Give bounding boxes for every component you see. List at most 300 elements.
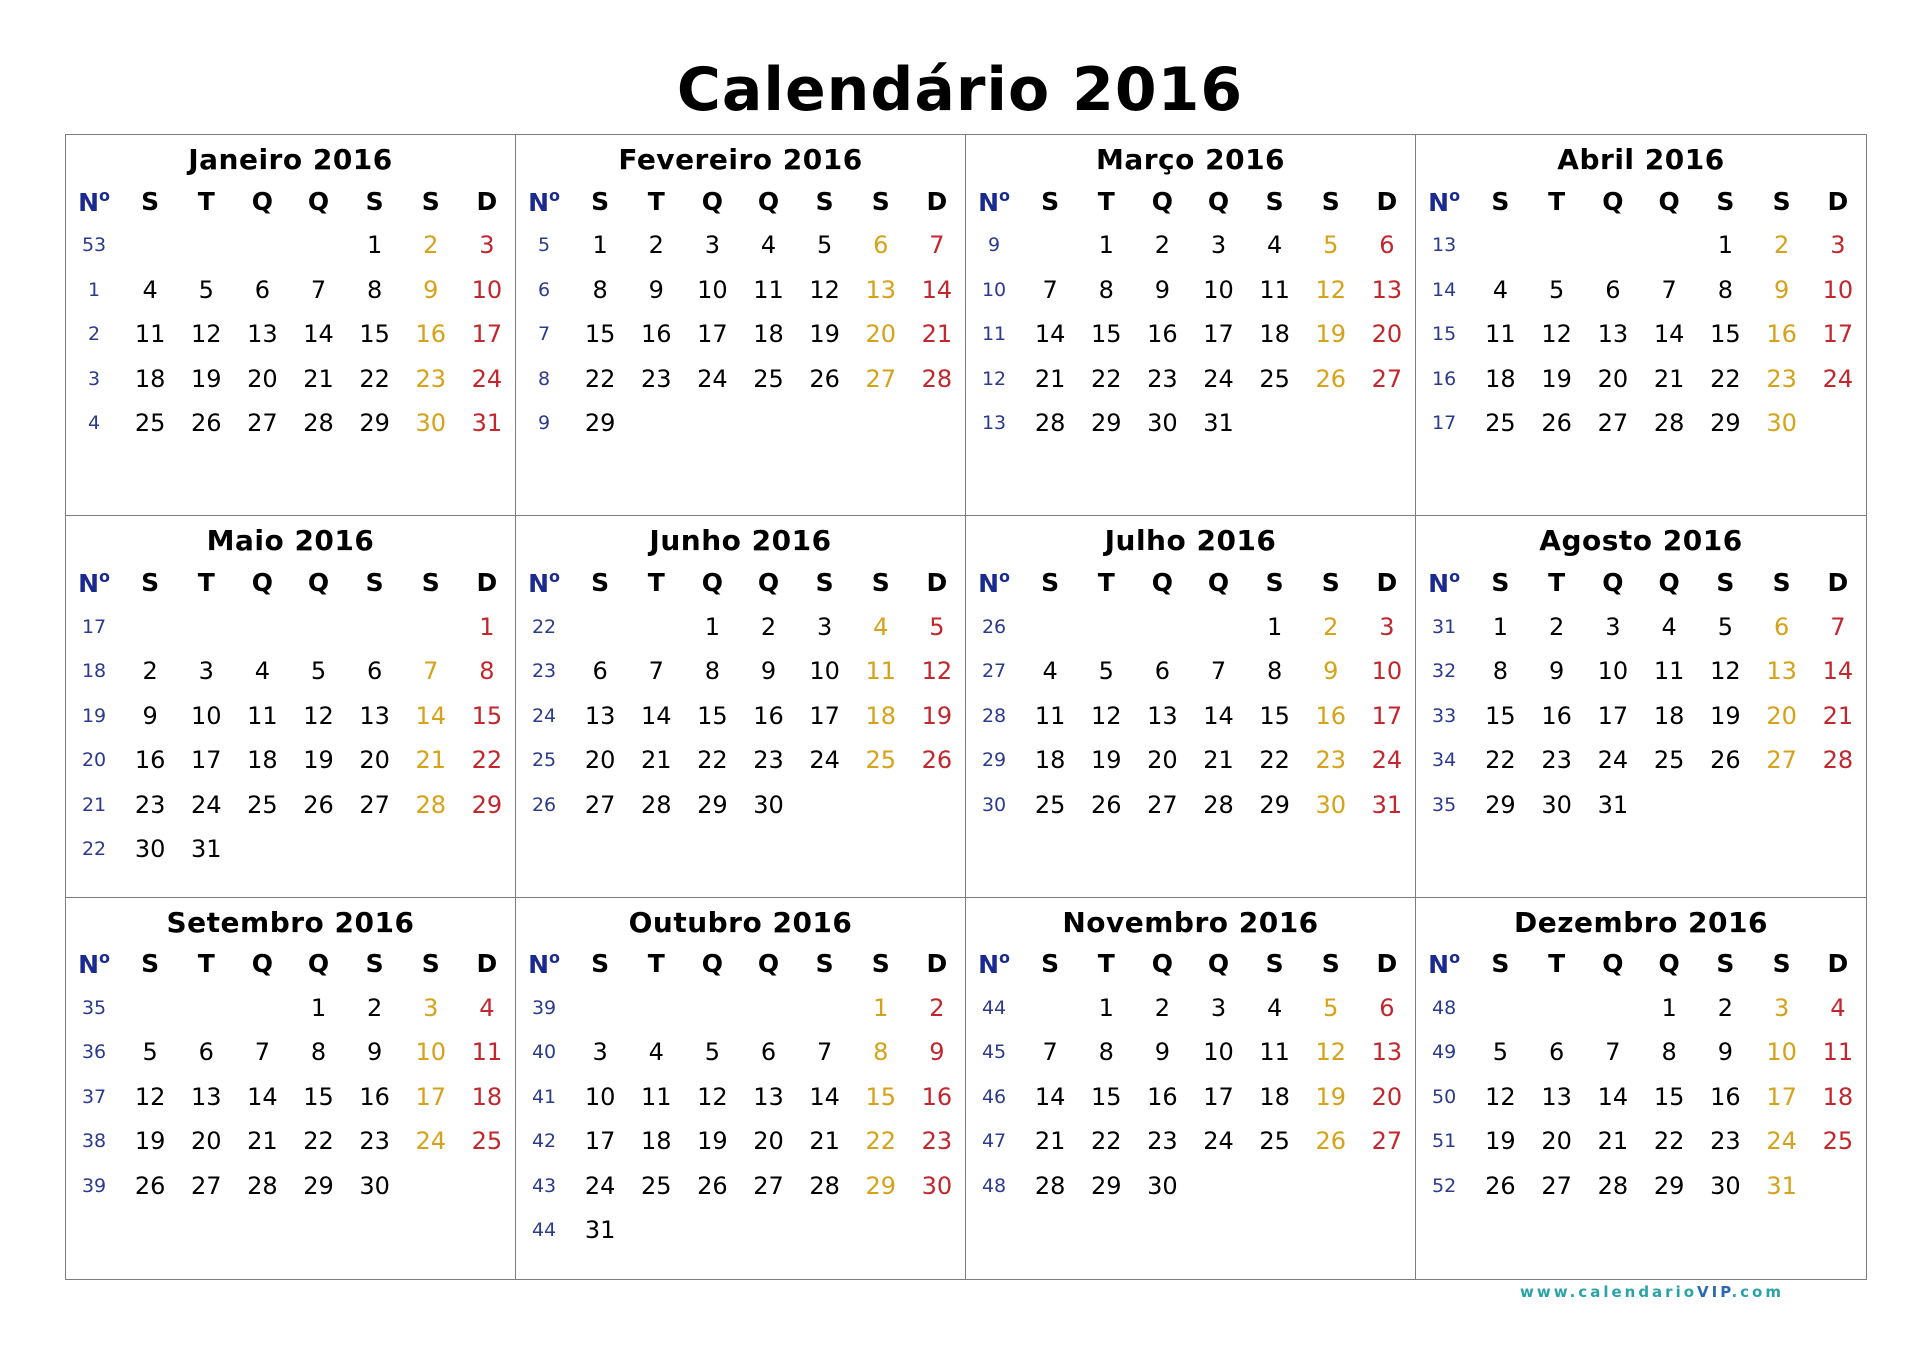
- day-cell: 17: [415, 1082, 447, 1111]
- week-row: [966, 986, 1415, 1031]
- day-cell: 20: [359, 746, 390, 775]
- day-cell: 6: [1379, 993, 1395, 1022]
- day-cell: 2: [367, 993, 383, 1022]
- weekday-header: S: [591, 186, 610, 216]
- day-cell: 15: [1653, 1082, 1685, 1111]
- day-cell: 22: [1091, 364, 1122, 393]
- day-cell: 24: [1766, 1127, 1797, 1156]
- week-number-header-label: N: [1428, 950, 1450, 980]
- month-title: Fevereiro 2016: [618, 143, 863, 176]
- month-title: Julho 2016: [1104, 524, 1277, 558]
- day-cell: 27: [1147, 790, 1178, 819]
- weekday-header: Q: [307, 949, 330, 979]
- day-cell: 14: [415, 701, 447, 730]
- weekday-header-row: [1416, 942, 1866, 986]
- day-cell: 20: [1597, 364, 1629, 393]
- day-cell: 18: [134, 364, 166, 393]
- day-cell: 1: [1267, 612, 1283, 641]
- day-cell: [909, 401, 965, 446]
- weekday-header: D: [1827, 949, 1849, 979]
- day-cell: 9: [1717, 1038, 1734, 1067]
- day-cell: 11: [865, 657, 897, 686]
- month-title: Outubro 2016: [628, 905, 853, 939]
- month-block: [66, 135, 516, 516]
- day-cell: 1: [1098, 231, 1114, 260]
- day-cell: [1303, 1164, 1359, 1209]
- day-cell: [909, 782, 965, 827]
- day-cell: 22: [1710, 364, 1741, 393]
- day-cell: [1022, 604, 1078, 649]
- day-cell: 17: [1371, 701, 1403, 730]
- day-cell: 23: [1147, 364, 1178, 393]
- day-cell: 23: [641, 364, 672, 393]
- day-cell: 7: [1661, 275, 1677, 304]
- weekday-header-row: [516, 179, 965, 223]
- day-cell: 31: [471, 409, 503, 438]
- day-cell: 21: [1034, 364, 1066, 393]
- weekday-header: S: [1041, 949, 1060, 979]
- day-cell: 17: [697, 320, 728, 349]
- day-cell: [1810, 1164, 1866, 1209]
- day-cell: 4: [1042, 657, 1058, 686]
- day-cell: 1: [367, 231, 383, 260]
- day-cell: 29: [1091, 1171, 1122, 1200]
- day-cell: 9: [1154, 1038, 1171, 1067]
- weekday-header: Q: [251, 186, 274, 216]
- month-title: Agosto 2016: [1539, 524, 1743, 558]
- day-cell: 3: [592, 1038, 608, 1067]
- week-row: [516, 1030, 965, 1075]
- weekday-header: Q: [1151, 949, 1174, 979]
- day-cell: 28: [641, 790, 672, 819]
- week-row: [1416, 604, 1866, 649]
- day-cell: 31: [1766, 1171, 1797, 1200]
- weekday-header: D: [926, 186, 948, 216]
- weekday-header: Q: [251, 949, 274, 979]
- week-row: [966, 738, 1415, 783]
- week-number-header: [66, 942, 122, 986]
- day-cell: 25: [1259, 1127, 1290, 1156]
- day-cell: 28: [1203, 790, 1234, 819]
- day-cell: 8: [310, 1038, 327, 1067]
- day-cell: 18: [1034, 746, 1066, 775]
- day-cell: [1247, 1164, 1303, 1209]
- weekday-header: S: [591, 567, 610, 597]
- day-cell: 20: [865, 320, 897, 349]
- day-cell: 13: [1541, 1082, 1572, 1111]
- week-row: [1416, 1164, 1866, 1209]
- day-cell: [1022, 986, 1078, 1031]
- weekday-header: T: [1548, 567, 1566, 597]
- day-cell: 17: [1822, 320, 1854, 349]
- day-cell: [291, 827, 347, 872]
- weekday-header: D: [476, 949, 498, 979]
- weekday-header: S: [1772, 567, 1791, 597]
- weekday-header: S: [1321, 567, 1340, 597]
- day-cell: 3: [423, 993, 439, 1022]
- week-number: 53: [81, 234, 107, 257]
- day-cell: 27: [191, 1171, 222, 1200]
- day-cell: 30: [1766, 409, 1797, 438]
- day-cell: 11: [753, 275, 784, 304]
- weekday-header: S: [141, 567, 160, 597]
- day-cell: 19: [697, 1127, 728, 1156]
- week-row: [966, 357, 1415, 402]
- day-cell: 27: [359, 790, 390, 819]
- day-cell: 20: [584, 746, 616, 775]
- day-cell: 24: [809, 746, 840, 775]
- week-number: 45: [981, 1041, 1007, 1064]
- day-cell: 14: [1822, 657, 1854, 686]
- day-cell: 11: [1259, 1038, 1290, 1067]
- weekday-header: S: [1265, 186, 1284, 216]
- day-cell: 19: [134, 1127, 166, 1156]
- day-cell: 22: [865, 1127, 897, 1156]
- week-number: 19: [81, 704, 107, 727]
- day-cell: 24: [415, 1127, 447, 1156]
- day-cell: 5: [142, 1038, 158, 1067]
- day-cell: 12: [1091, 701, 1122, 730]
- day-cell: 15: [303, 1082, 334, 1111]
- weekday-header: Q: [1207, 567, 1230, 597]
- day-cell: 26: [1710, 746, 1741, 775]
- weekday-header: S: [1772, 949, 1791, 979]
- day-cell: 7: [423, 657, 439, 686]
- day-cell: 13: [753, 1082, 784, 1111]
- day-cell: [1641, 782, 1697, 827]
- month-title: Novembro 2016: [1062, 905, 1319, 939]
- week-number-header-label: N: [1428, 568, 1450, 598]
- week-row: [1416, 1075, 1866, 1120]
- day-cell: [1078, 604, 1134, 649]
- day-cell: 14: [641, 701, 672, 730]
- day-cell: 25: [641, 1171, 672, 1200]
- weekday-header: S: [815, 949, 834, 979]
- weekday-header: D: [926, 949, 948, 979]
- week-number: 48: [1432, 996, 1457, 1019]
- week-number: 24: [531, 704, 557, 727]
- week-number: 13: [1432, 234, 1457, 257]
- day-cell: 9: [423, 275, 439, 304]
- day-cell: 27: [1371, 364, 1403, 393]
- day-cell: 26: [1485, 1171, 1516, 1200]
- day-cell: 18: [1653, 701, 1685, 730]
- day-cell: 21: [641, 746, 672, 775]
- day-cell: 2: [1773, 231, 1790, 260]
- day-cell: 10: [1766, 1038, 1797, 1067]
- day-cell: 11: [641, 1082, 672, 1111]
- week-number: 41: [531, 1085, 557, 1108]
- weekday-header: Q: [757, 949, 780, 979]
- week-number-header: [66, 560, 122, 604]
- week-row: [516, 693, 965, 738]
- week-number: 47: [981, 1130, 1007, 1153]
- day-cell: 9: [1548, 657, 1565, 686]
- day-cell: 15: [865, 1082, 897, 1111]
- day-cell: 23: [359, 1127, 390, 1156]
- week-number: 43: [531, 1174, 557, 1197]
- day-cell: [1359, 1164, 1415, 1209]
- month-title: Junho 2016: [649, 524, 832, 558]
- week-row: [516, 986, 965, 1031]
- day-cell: 30: [1541, 790, 1572, 819]
- weekday-header: S: [365, 567, 384, 597]
- day-cell: 5: [1717, 612, 1734, 641]
- weekday-header: S: [1716, 186, 1735, 216]
- day-cell: 30: [921, 1171, 953, 1200]
- day-cell: [853, 782, 909, 827]
- week-number: 12: [981, 367, 1007, 390]
- day-cell: 13: [1371, 275, 1403, 304]
- week-row: [516, 312, 965, 357]
- day-cell: 23: [415, 364, 447, 393]
- day-cell: 26: [697, 1171, 728, 1200]
- day-cell: 10: [1203, 1038, 1234, 1067]
- week-number: 30: [981, 793, 1007, 816]
- day-cell: 10: [697, 275, 728, 304]
- day-cell: 8: [1717, 275, 1734, 304]
- week-row: [516, 738, 965, 783]
- day-cell: 5: [1548, 275, 1565, 304]
- week-row: [66, 223, 515, 268]
- day-cell: 5: [198, 275, 214, 304]
- weekday-header: D: [476, 567, 498, 597]
- footer-text: www.calendario: [1520, 1283, 1698, 1301]
- day-cell: 21: [921, 320, 953, 349]
- day-cell: 20: [247, 364, 278, 393]
- day-cell: 17: [1203, 320, 1234, 349]
- day-cell: 23: [1766, 364, 1797, 393]
- week-number: 8: [538, 367, 551, 390]
- footer-watermark: [1520, 1283, 1784, 1301]
- week-number-header-label: N: [978, 950, 1000, 980]
- weekday-header-row: [966, 179, 1415, 223]
- footer-domain: .com: [1731, 1283, 1784, 1301]
- weekday-header: Q: [701, 949, 724, 979]
- day-cell: 15: [359, 320, 390, 349]
- day-cell: 25: [1034, 790, 1066, 819]
- day-cell: 28: [921, 364, 953, 393]
- weekday-header: T: [197, 567, 215, 597]
- day-cell: [1191, 1164, 1247, 1209]
- day-cell: [1585, 223, 1641, 268]
- day-cell: [1359, 401, 1415, 446]
- day-cell: 4: [1492, 275, 1509, 304]
- day-cell: 20: [191, 1127, 222, 1156]
- week-row: [66, 986, 515, 1031]
- day-cell: [628, 986, 684, 1031]
- week-number: 6: [538, 278, 551, 301]
- day-cell: 22: [303, 1127, 334, 1156]
- day-cell: [797, 782, 853, 827]
- day-cell: 22: [1091, 1127, 1122, 1156]
- day-cell: [1472, 986, 1528, 1031]
- day-cell: 7: [648, 657, 664, 686]
- week-row: [516, 782, 965, 827]
- weekday-header: Q: [251, 567, 274, 597]
- weekday-header: D: [926, 567, 948, 597]
- week-row: [516, 401, 965, 446]
- weekday-header: Q: [1658, 949, 1680, 979]
- week-number: 38: [81, 1130, 107, 1153]
- week-number: 11: [981, 323, 1007, 346]
- week-number: 52: [1432, 1174, 1457, 1197]
- week-number: 39: [531, 996, 557, 1019]
- day-cell: 28: [1034, 1171, 1066, 1200]
- day-cell: 18: [1822, 1082, 1854, 1111]
- week-number: 26: [531, 793, 557, 816]
- day-cell: 16: [1710, 1082, 1741, 1111]
- day-cell: 12: [809, 275, 840, 304]
- week-number: 17: [81, 615, 107, 638]
- day-cell: 19: [1485, 1127, 1516, 1156]
- day-cell: 19: [1315, 320, 1347, 349]
- day-cell: 28: [1822, 746, 1854, 775]
- day-cell: [1529, 223, 1585, 268]
- day-cell: 13: [247, 320, 278, 349]
- weekday-header: T: [647, 567, 665, 597]
- weekday-header: D: [476, 186, 498, 216]
- day-cell: 12: [1710, 657, 1741, 686]
- day-cell: 7: [1605, 1038, 1621, 1067]
- day-cell: 9: [1154, 275, 1171, 304]
- weekday-header: S: [141, 186, 160, 216]
- day-cell: 18: [865, 701, 897, 730]
- week-number: 32: [1432, 660, 1457, 683]
- weekday-header: Q: [757, 567, 780, 597]
- week-number-header-label: N: [528, 950, 550, 980]
- day-cell: 24: [1822, 364, 1854, 393]
- day-cell: 27: [1597, 409, 1629, 438]
- day-cell: 17: [1766, 1082, 1797, 1111]
- day-cell: 11: [1653, 657, 1685, 686]
- week-number-header-sup: o: [549, 566, 561, 586]
- day-cell: 14: [1203, 701, 1234, 730]
- day-cell: 9: [1773, 275, 1790, 304]
- month-block: [966, 516, 1416, 897]
- day-cell: 15: [584, 320, 616, 349]
- day-cell: 18: [247, 746, 278, 775]
- day-cell: 24: [1203, 1127, 1234, 1156]
- week-row: [516, 1075, 965, 1120]
- day-cell: 22: [1653, 1127, 1685, 1156]
- day-cell: 7: [254, 1038, 271, 1067]
- weekday-header: S: [1716, 949, 1735, 979]
- day-cell: 16: [1147, 1082, 1178, 1111]
- day-cell: 24: [191, 790, 222, 819]
- month-table: [1416, 179, 1866, 446]
- day-cell: 13: [191, 1082, 222, 1111]
- day-cell: [178, 604, 234, 649]
- day-cell: 23: [1315, 746, 1347, 775]
- weekday-header: S: [1265, 567, 1284, 597]
- day-cell: 10: [415, 1038, 447, 1067]
- day-cell: 7: [1830, 612, 1846, 641]
- day-cell: 21: [1203, 746, 1234, 775]
- day-cell: 1: [1492, 612, 1509, 641]
- week-number: 3: [88, 367, 101, 390]
- day-cell: 18: [1259, 1082, 1290, 1111]
- day-cell: 12: [1315, 1038, 1347, 1067]
- day-cell: 29: [584, 409, 616, 438]
- week-row: [966, 693, 1415, 738]
- week-row: [66, 1164, 515, 1209]
- day-cell: 17: [584, 1127, 616, 1156]
- weekday-header: Q: [1658, 567, 1680, 597]
- day-cell: 31: [584, 1216, 616, 1245]
- day-cell: 12: [1541, 320, 1572, 349]
- day-cell: 30: [1147, 409, 1178, 438]
- day-cell: 29: [1485, 790, 1516, 819]
- day-cell: 22: [584, 364, 616, 393]
- weekday-header: S: [1321, 186, 1340, 216]
- weekday-header: S: [815, 567, 834, 597]
- weekday-header: S: [1321, 949, 1340, 979]
- calendar-grid: [65, 134, 1867, 1280]
- day-cell: 4: [479, 993, 495, 1022]
- day-cell: 21: [247, 1127, 278, 1156]
- day-cell: 26: [134, 1171, 166, 1200]
- week-number: 37: [81, 1085, 107, 1108]
- week-row: [1416, 1030, 1866, 1075]
- week-number: 14: [1432, 278, 1457, 301]
- weekday-header: T: [1097, 949, 1115, 979]
- day-cell: 2: [1154, 993, 1171, 1022]
- week-number-header-sup: o: [549, 948, 561, 968]
- day-cell: 14: [1653, 320, 1685, 349]
- day-cell: 14: [1034, 320, 1066, 349]
- week-number-header-sup: o: [99, 948, 111, 968]
- day-cell: [234, 604, 290, 649]
- week-number-header-label: N: [978, 187, 1000, 217]
- day-cell: [1472, 223, 1528, 268]
- day-cell: 13: [1147, 701, 1178, 730]
- day-cell: 21: [1597, 1127, 1629, 1156]
- day-cell: 6: [1379, 231, 1395, 260]
- month-title: Março 2016: [1095, 143, 1286, 176]
- weekday-header: S: [591, 949, 610, 979]
- day-cell: [1303, 401, 1359, 446]
- weekday-header: S: [365, 949, 384, 979]
- day-cell: 23: [1147, 1127, 1178, 1156]
- day-cell: 9: [760, 657, 777, 686]
- day-cell: 12: [191, 320, 222, 349]
- day-cell: 20: [1766, 701, 1797, 730]
- week-row: [1416, 357, 1866, 402]
- week-number-header: [1416, 179, 1472, 223]
- day-cell: 30: [1147, 1171, 1178, 1200]
- week-row: [66, 357, 515, 402]
- day-cell: 13: [1371, 1038, 1403, 1067]
- week-number-header: [966, 560, 1022, 604]
- day-cell: 31: [1597, 790, 1629, 819]
- week-number: 28: [981, 704, 1007, 727]
- weekday-header-row: [66, 179, 515, 223]
- day-cell: [1585, 986, 1641, 1031]
- weekday-header-row: [1416, 179, 1866, 223]
- week-number-header-sup: o: [999, 948, 1011, 968]
- day-cell: 7: [929, 231, 945, 260]
- day-cell: 31: [191, 835, 222, 864]
- day-cell: 3: [1830, 231, 1846, 260]
- month-table: [66, 560, 515, 871]
- weekday-header: Q: [307, 567, 330, 597]
- day-cell: 25: [471, 1127, 503, 1156]
- week-number-header-sup: o: [1449, 566, 1461, 586]
- day-cell: 11: [1034, 701, 1066, 730]
- day-cell: 1: [1098, 993, 1114, 1022]
- week-number: 22: [81, 838, 107, 861]
